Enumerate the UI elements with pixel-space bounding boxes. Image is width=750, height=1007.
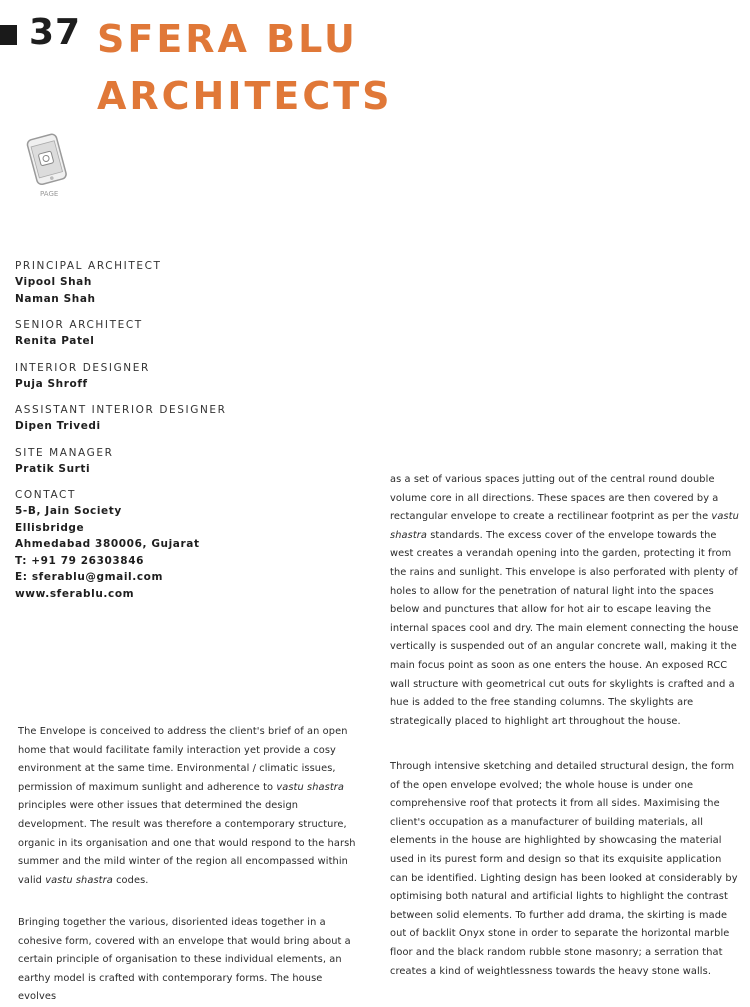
credit-senior-architect bbox=[15, 318, 335, 350]
credit-title: SENIOR ARCHITECT bbox=[15, 319, 143, 331]
body-paragraph-1 bbox=[18, 723, 363, 890]
svg-text:PAGE: PAGE bbox=[40, 190, 59, 198]
credit-site-manager bbox=[15, 446, 335, 478]
title-line-2: ARCHITECTS bbox=[97, 74, 393, 118]
credit-title: INTERIOR DESIGNER bbox=[15, 361, 150, 374]
body-paragraph-4: Through intensive sketching and detailed structural design, the form of the open envelope evolved; the whole house is under one comprehensive roof that protects it from all sides. Maximising the client's occupation as a manufacturer of building materials, all elements in the house are highlighted by showcasing the material used in its purest form and design so that its exquisite application can be identified. Lighting design has been looked at considerably by optimising both natural and artificial lights to highlight the contrast between solid elements. To further add drama, the skirting is made out of backlit Onyx stone in order to separate the horizontal marble floor and the black random rubble stone masonry; a serration that creates a kind of weightlessness towards the heavy stone walls. bbox=[390, 761, 738, 977]
credit-title: CONTACT bbox=[15, 489, 76, 501]
title-line-1: SFERA BLU bbox=[97, 17, 358, 61]
contact-website[interactable]: www.sferablu.com bbox=[15, 587, 135, 600]
credit-name: Vipool Shah bbox=[15, 276, 92, 288]
credit-contact bbox=[15, 488, 335, 602]
page-title bbox=[97, 11, 393, 125]
contact-address-line: 5-B, Jain Society bbox=[15, 505, 122, 517]
italic-term: vastu shastra bbox=[276, 781, 344, 793]
credit-assistant-interior-designer bbox=[15, 403, 335, 435]
credit-name: Pratik Surti bbox=[15, 462, 91, 475]
italic-term: vastu shastra bbox=[45, 874, 113, 886]
contact-address-line: Ellisbridge bbox=[15, 521, 85, 534]
text-run: The Envelope is conceived to address the client's brief of an open home that would facilitate family interaction yet provide a cosy environment at the same time. Environmental / climatic issues, permission of maximum sunlight and adherence to bbox=[18, 726, 348, 793]
contact-phone: T: +91 79 26303846 bbox=[15, 554, 145, 567]
project-number: 37 bbox=[29, 12, 82, 53]
text-run: principles were other issues that determined the design development. The result was therefore a contemporary structure, organic in its organisation and one that would respond to the harsh summer and the mild winter of the region all encompassed within valid bbox=[18, 800, 356, 886]
italic-term: vastu shastra bbox=[390, 511, 739, 541]
credit-name: Naman Shah bbox=[15, 292, 96, 305]
contact-address-line: Ahmedabad 380006, Gujarat bbox=[15, 538, 200, 550]
credit-title: SITE MANAGER bbox=[15, 446, 114, 459]
credit-name: Puja Shroff bbox=[15, 377, 88, 390]
credit-title: ASSISTANT INTERIOR DESIGNER bbox=[15, 404, 227, 416]
credit-name: Renita Patel bbox=[15, 335, 95, 347]
credit-interior-designer bbox=[15, 361, 335, 393]
body-paragraph-2: Bringing together the various, disoriented ideas together in a cohesive form, covered with an envelope that would bring about a certain principle of organisation to these individual elements, an earthy model is crafted with contemporary forms. The house evolves bbox=[18, 917, 351, 1003]
text-run: standards. The excess cover of the envelope towards the west creates a verandah opening into the garden, protecting it from the rains and sunlight. This envelope is also perforated with plenty of holes to allow for the penetration of natural light into the spaces below and punctures that allow for hot air to escape leaving the internal spaces cool and dry. The main element connecting the house vertically is suspended out of an angular concrete wall, making it the main focus point as soon as one enters the house. An exposed RCC wall structure with geometrical cut outs for skylights is crafted and a hue is added to the free standing columns. The skylights are strategically placed to highlight art throughout the house. bbox=[390, 529, 739, 727]
credit-name: Dipen Trivedi bbox=[15, 420, 101, 432]
text-run: codes. bbox=[112, 874, 149, 886]
phone-page-icon bbox=[18, 130, 88, 200]
contact-email[interactable]: E: sferablu@gmail.com bbox=[15, 571, 164, 583]
project-credits bbox=[15, 259, 335, 613]
page-marker bbox=[0, 25, 17, 45]
body-paragraph-3 bbox=[390, 471, 742, 731]
credit-principal-architect bbox=[15, 259, 335, 307]
text-run: as a set of various spaces jutting out of the central round double volume core in all directions. These spaces are then covered by a rectangular envelope to create a rectilinear footprint as per the bbox=[390, 474, 719, 523]
credit-title: PRINCIPAL ARCHITECT bbox=[15, 260, 162, 272]
